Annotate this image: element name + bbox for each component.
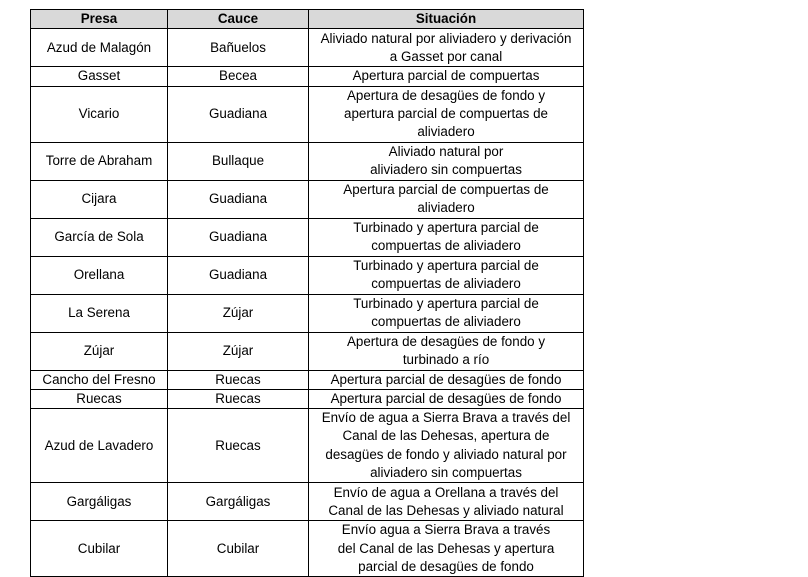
cauce-cell: Guadiana: [168, 86, 309, 142]
cauce-cell: Bañuelos: [168, 29, 309, 67]
header-cauce: Cauce: [168, 10, 309, 29]
presa-cell: García de Sola: [31, 218, 168, 256]
situacion-line: aliviadero sin compuertas: [370, 162, 522, 178]
table-row: [31, 389, 584, 408]
cauce-cell: Gargáligas: [168, 483, 309, 521]
situacion-line: del Canal de las Dehesas y apertura: [337, 540, 555, 556]
situacion-line: apertura parcial de compuertas de: [344, 105, 548, 121]
situacion-cell: [309, 332, 584, 370]
presa-cell: Zújar: [31, 332, 168, 370]
situacion-cell: [309, 389, 584, 408]
situacion-line: Turbinado y apertura parcial de: [353, 257, 539, 273]
situacion-line: Aliviado natural por aliviadero y derivación: [320, 30, 572, 46]
header-presa: Presa: [31, 10, 168, 29]
table-row: [31, 409, 584, 483]
situacion-line: Apertura parcial de desagües de fondo: [330, 390, 562, 406]
situacion-line: Apertura parcial de compuertas de: [343, 181, 549, 197]
situacion-cell: [309, 86, 584, 142]
cauce-cell: Guadiana: [168, 256, 309, 294]
table-row: [31, 29, 584, 67]
situacion-line: turbinado a río: [402, 352, 490, 368]
situacion-cell: [309, 67, 584, 86]
situacion-cell: [309, 218, 584, 256]
presa-cell: Cijara: [31, 180, 168, 218]
table-row: [31, 142, 584, 180]
presa-cell: Azud de Lavadero: [31, 409, 168, 483]
table-row: [31, 256, 584, 294]
situacion-line: Apertura de desagües de fondo y: [346, 87, 546, 103]
table-row: [31, 483, 584, 521]
presa-cell: Vicario: [31, 86, 168, 142]
situacion-line: Apertura parcial de desagües de fondo: [330, 371, 562, 387]
situacion-cell: [309, 409, 584, 483]
situacion-cell: [309, 483, 584, 521]
presa-cell: Ruecas: [31, 389, 168, 408]
situacion-line: Apertura parcial de compuertas: [352, 68, 540, 84]
cauce-cell: Guadiana: [168, 180, 309, 218]
situacion-line: Aliviado natural por: [388, 143, 504, 159]
situacion-line: Canal de las Dehesas y aliviado natural: [328, 502, 564, 518]
table-row: [31, 180, 584, 218]
situacion-line: desagües de fondo y aliviado natural por: [325, 446, 567, 462]
situacion-line: aliviadero sin compuertas: [370, 465, 522, 481]
table-row: [31, 86, 584, 142]
situacion-line: aliviadero: [417, 124, 475, 140]
table-header-row: [31, 10, 584, 29]
presa-cell: Gargáligas: [31, 483, 168, 521]
cauce-cell: Zújar: [168, 332, 309, 370]
table-row: [31, 332, 584, 370]
situacion-line: Canal de las Dehesas, apertura de: [342, 428, 550, 444]
situacion-cell: [309, 256, 584, 294]
situacion-line: a Gasset por canal: [389, 48, 503, 64]
situacion-line: Envío agua a Sierra Brava a través: [341, 522, 551, 538]
situacion-cell: [309, 370, 584, 389]
cauce-cell: Bullaque: [168, 142, 309, 180]
presa-cell: Orellana: [31, 256, 168, 294]
situacion-line: Turbinado y apertura parcial de: [353, 219, 539, 235]
presa-cell: Gasset: [31, 67, 168, 86]
situacion-cell: [309, 521, 584, 577]
situacion-cell: [309, 180, 584, 218]
cauce-cell: Cubilar: [168, 521, 309, 577]
table-row: [31, 218, 584, 256]
situacion-line: compuertas de aliviadero: [371, 276, 521, 292]
situacion-cell: [309, 142, 584, 180]
situacion-cell: [309, 29, 584, 67]
table-row: [31, 67, 584, 86]
situacion-line: compuertas de aliviadero: [371, 314, 521, 330]
situacion-line: parcial de desagües de fondo: [358, 559, 534, 575]
cauce-cell: Zújar: [168, 294, 309, 332]
situacion-line: Envío de agua a Orellana a través del: [333, 484, 559, 500]
presa-cell: Torre de Abraham: [31, 142, 168, 180]
dam-status-table: [30, 9, 584, 577]
situacion-line: aliviadero: [417, 200, 475, 216]
cauce-cell: Ruecas: [168, 409, 309, 483]
header-situacion: Situación: [309, 10, 584, 29]
presa-cell: Cancho del Fresno: [31, 370, 168, 389]
cauce-cell: Guadiana: [168, 218, 309, 256]
situacion-cell: [309, 294, 584, 332]
table-row: [31, 521, 584, 577]
presa-cell: Azud de Malagón: [31, 29, 168, 67]
situacion-line: Envío de agua a Sierra Brava a través del: [321, 410, 571, 426]
situacion-line: Apertura de desagües de fondo y: [346, 333, 546, 349]
presa-cell: Cubilar: [31, 521, 168, 577]
situacion-line: Turbinado y apertura parcial de: [353, 295, 539, 311]
cauce-cell: Ruecas: [168, 370, 309, 389]
table-row: [31, 370, 584, 389]
cauce-cell: Becea: [168, 67, 309, 86]
situacion-line: compuertas de aliviadero: [371, 238, 521, 254]
presa-cell: La Serena: [31, 294, 168, 332]
table-row: [31, 294, 584, 332]
cauce-cell: Ruecas: [168, 389, 309, 408]
